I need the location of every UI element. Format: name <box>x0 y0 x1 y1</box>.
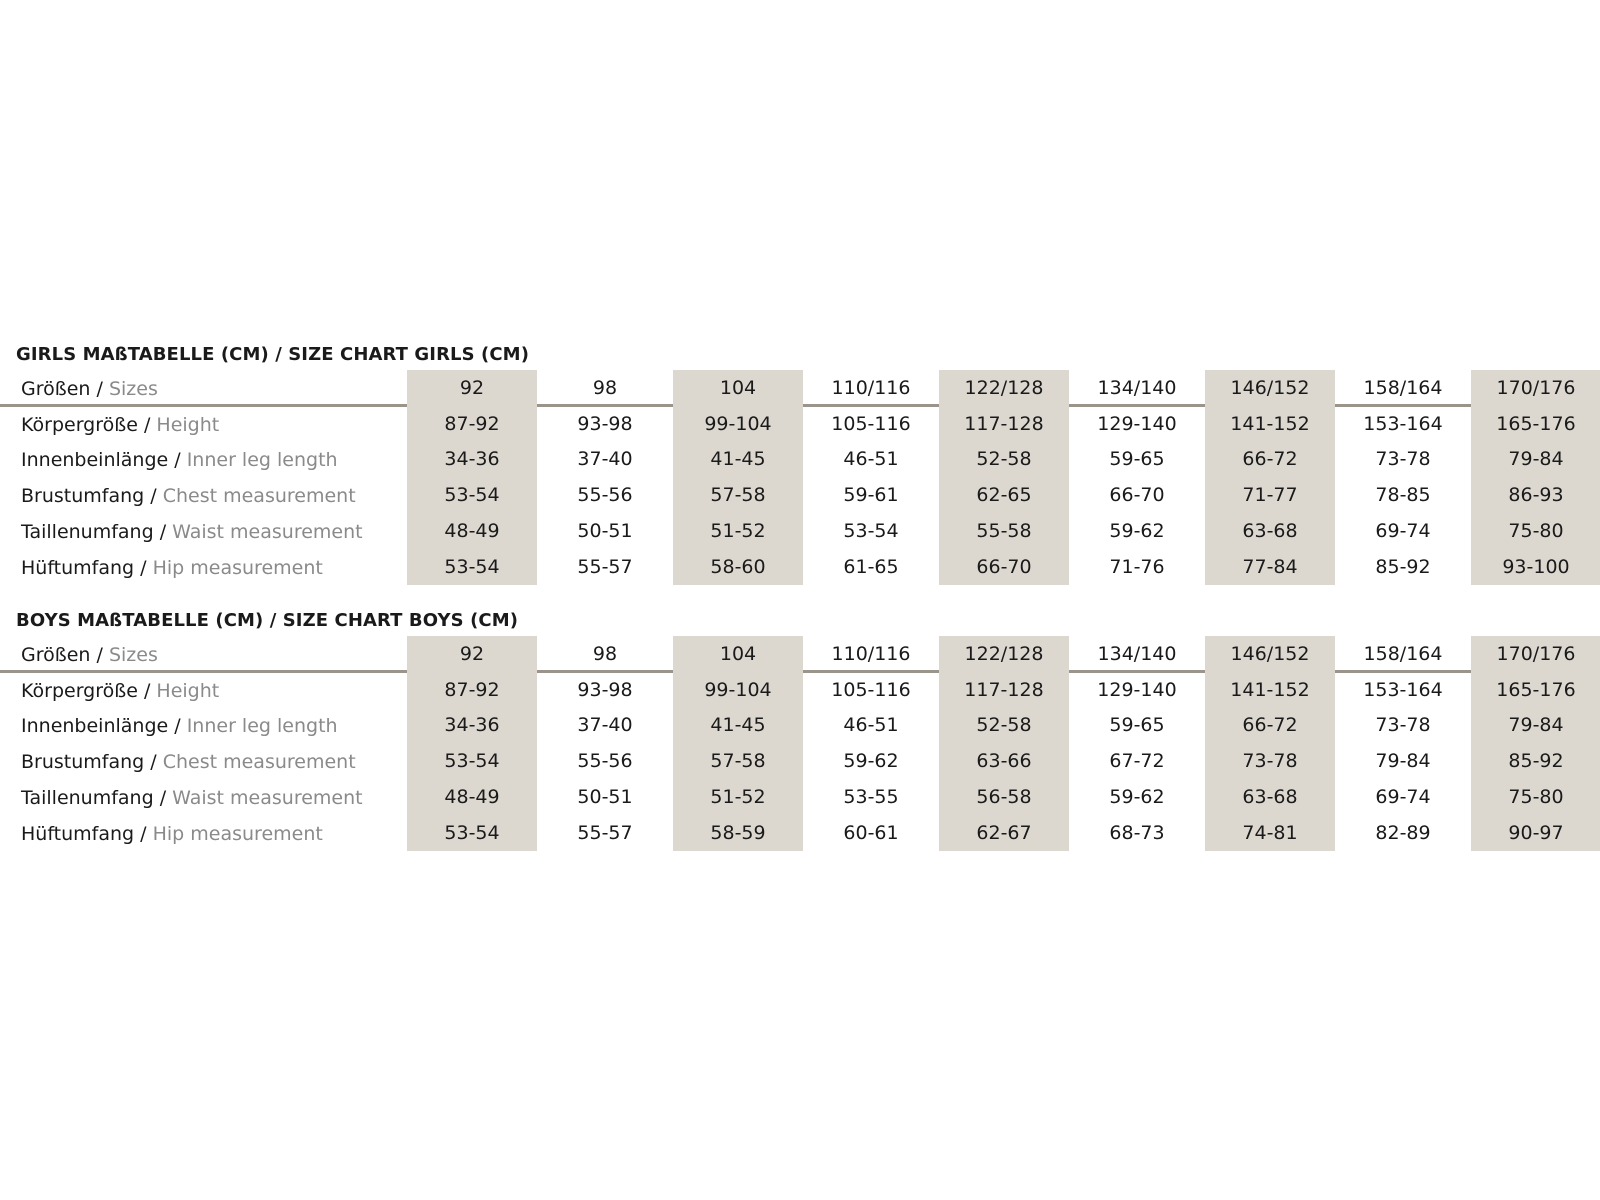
measurement-cell: 79-84 <box>1375 750 1431 772</box>
measurement-cell: 153-164 <box>1363 413 1443 435</box>
size-header-cell: 98 <box>592 643 618 665</box>
measurement-cell: 53-54 <box>407 477 537 513</box>
measurement-cell: 34-36 <box>407 441 537 477</box>
measurement-cell: 66-72 <box>1205 707 1335 743</box>
measurement-cell: 41-45 <box>673 707 803 743</box>
measurement-cell: 78-85 <box>1375 484 1431 506</box>
label-english: Hip measurement <box>152 557 323 579</box>
measurement-cell: 57-58 <box>673 477 803 513</box>
measurement-cell: 69-74 <box>1375 520 1431 542</box>
label-separator: / <box>90 644 109 666</box>
row-label <box>21 680 219 702</box>
measurement-cell: 105-116 <box>831 413 911 435</box>
measurement-cell: 73-78 <box>1375 448 1431 470</box>
measurement-cell: 51-52 <box>673 779 803 815</box>
row-label <box>21 557 323 579</box>
label-german: Innenbeinlänge <box>21 715 169 737</box>
measurement-cell: 46-51 <box>843 448 899 470</box>
label-separator: / <box>168 715 187 737</box>
measurement-cell: 93-98 <box>577 413 633 435</box>
label-english: Hip measurement <box>152 823 323 845</box>
boys-chart-title: BOYS MAßTABELLE (CM) / SIZE CHART BOYS (CM) <box>16 610 519 631</box>
measurement-cell: 50-51 <box>577 520 633 542</box>
measurement-cell: 53-54 <box>843 520 899 542</box>
table-row <box>0 672 1600 708</box>
table-row <box>0 513 1600 549</box>
measurement-cell: 59-62 <box>1109 520 1165 542</box>
label-english: Height <box>156 680 220 702</box>
measurement-cell: 129-140 <box>1097 679 1177 701</box>
label-english: Waist measurement <box>172 521 363 543</box>
label-english: Chest measurement <box>162 485 356 507</box>
measurement-cell: 41-45 <box>673 441 803 477</box>
label-german: Hüftumfang <box>21 823 135 845</box>
measurement-cell: 53-54 <box>407 549 537 585</box>
row-label <box>21 823 323 845</box>
measurement-cell: 117-128 <box>939 672 1069 708</box>
measurement-cell: 87-92 <box>407 672 537 708</box>
measurement-cell: 71-77 <box>1205 477 1335 513</box>
measurement-cell: 55-57 <box>577 822 633 844</box>
label-german: Taillenumfang <box>21 521 154 543</box>
measurement-cell: 55-58 <box>939 513 1069 549</box>
size-header-cell: 92 <box>407 370 537 406</box>
measurement-cell: 48-49 <box>407 779 537 815</box>
label-german: Größen <box>21 378 91 400</box>
measurement-cell: 59-61 <box>843 484 899 506</box>
measurement-cell: 71-76 <box>1109 556 1165 578</box>
size-header-cell: 146/152 <box>1205 636 1335 672</box>
measurement-cell: 117-128 <box>939 406 1069 442</box>
size-header-cell: 110/116 <box>831 377 911 399</box>
measurement-cell: 62-65 <box>939 477 1069 513</box>
measurement-cell: 59-62 <box>1109 786 1165 808</box>
measurement-cell: 79-84 <box>1471 707 1600 743</box>
measurement-cell: 53-54 <box>407 743 537 779</box>
label-english: Inner leg length <box>186 449 338 471</box>
table-row <box>0 743 1600 779</box>
measurement-cell: 55-56 <box>577 750 633 772</box>
measurement-cell: 90-97 <box>1471 815 1600 851</box>
measurement-cell: 165-176 <box>1471 672 1600 708</box>
measurement-cell: 77-84 <box>1205 549 1335 585</box>
table-row <box>0 441 1600 477</box>
size-header-cell: 104 <box>673 636 803 672</box>
size-header-cell: 98 <box>592 377 618 399</box>
label-english: Chest measurement <box>162 751 356 773</box>
measurement-cell: 69-74 <box>1375 786 1431 808</box>
measurement-cell: 129-140 <box>1097 413 1177 435</box>
label-german: Körpergröße <box>21 414 138 436</box>
measurement-cell: 86-93 <box>1471 477 1600 513</box>
measurement-cell: 37-40 <box>577 448 633 470</box>
label-english: Sizes <box>108 378 158 400</box>
measurement-cell: 93-98 <box>577 679 633 701</box>
header-row <box>0 636 1600 672</box>
measurement-cell: 87-92 <box>407 406 537 442</box>
label-german: Hüftumfang <box>21 557 135 579</box>
measurement-cell: 74-81 <box>1205 815 1335 851</box>
measurement-cell: 51-52 <box>673 513 803 549</box>
measurement-cell: 57-58 <box>673 743 803 779</box>
measurement-cell: 153-164 <box>1363 679 1443 701</box>
measurement-cell: 53-54 <box>407 815 537 851</box>
measurement-cell: 68-73 <box>1109 822 1165 844</box>
measurement-cell: 60-61 <box>843 822 899 844</box>
girls-chart-title: GIRLS MAßTABELLE (CM) / SIZE CHART GIRLS (CM) <box>16 344 530 365</box>
measurement-cell: 105-116 <box>831 679 911 701</box>
label-german: Größen <box>21 644 91 666</box>
measurement-cell: 58-60 <box>673 549 803 585</box>
label-english: Sizes <box>108 644 158 666</box>
measurement-cell: 61-65 <box>843 556 899 578</box>
table-row <box>0 406 1600 442</box>
measurement-cell: 67-72 <box>1109 750 1165 772</box>
measurement-cell: 85-92 <box>1375 556 1431 578</box>
label-separator: / <box>144 751 163 773</box>
measurement-cell: 52-58 <box>939 707 1069 743</box>
size-header-cell: 110/116 <box>831 643 911 665</box>
measurement-cell: 165-176 <box>1471 406 1600 442</box>
size-header-cell: 170/176 <box>1471 636 1600 672</box>
row-label <box>21 414 219 436</box>
measurement-cell: 99-104 <box>673 406 803 442</box>
label-german: Brustumfang <box>21 485 145 507</box>
label-english: Waist measurement <box>172 787 363 809</box>
measurement-cell: 59-65 <box>1109 714 1165 736</box>
table-row <box>0 549 1600 585</box>
size-header-cell: 104 <box>673 370 803 406</box>
measurement-cell: 55-56 <box>577 484 633 506</box>
size-header-cell: 134/140 <box>1097 377 1177 399</box>
measurement-cell: 52-58 <box>939 441 1069 477</box>
size-header-cell: 158/164 <box>1363 377 1443 399</box>
measurement-cell: 63-68 <box>1205 513 1335 549</box>
measurement-cell: 63-66 <box>939 743 1069 779</box>
label-separator: / <box>153 787 173 809</box>
measurement-cell: 75-80 <box>1471 779 1600 815</box>
size-header-cell: 170/176 <box>1471 370 1600 406</box>
header-row <box>0 370 1600 406</box>
measurement-cell: 34-36 <box>407 707 537 743</box>
measurement-cell: 66-70 <box>939 549 1069 585</box>
measurement-cell: 62-67 <box>939 815 1069 851</box>
measurement-cell: 82-89 <box>1375 822 1431 844</box>
row-label <box>21 521 363 543</box>
label-german: Körpergröße <box>21 680 138 702</box>
measurement-cell: 55-57 <box>577 556 633 578</box>
size-header-cell: 146/152 <box>1205 370 1335 406</box>
table-row <box>0 477 1600 513</box>
measurement-cell: 79-84 <box>1471 441 1600 477</box>
row-label <box>21 787 363 809</box>
label-german: Brustumfang <box>21 751 145 773</box>
measurement-cell: 56-58 <box>939 779 1069 815</box>
measurement-cell: 58-59 <box>673 815 803 851</box>
measurement-cell: 59-62 <box>843 750 899 772</box>
row-label <box>21 449 338 471</box>
table-row <box>0 815 1600 851</box>
measurement-cell: 141-152 <box>1205 406 1335 442</box>
measurement-cell: 46-51 <box>843 714 899 736</box>
row-label <box>21 378 158 400</box>
label-separator: / <box>168 449 187 471</box>
measurement-cell: 63-68 <box>1205 779 1335 815</box>
size-header-cell: 92 <box>407 636 537 672</box>
size-header-cell: 122/128 <box>939 636 1069 672</box>
label-separator: / <box>134 823 153 845</box>
size-header-cell: 158/164 <box>1363 643 1443 665</box>
label-separator: / <box>144 485 163 507</box>
label-separator: / <box>137 680 157 702</box>
measurement-cell: 50-51 <box>577 786 633 808</box>
label-english: Height <box>156 414 220 436</box>
measurement-cell: 73-78 <box>1375 714 1431 736</box>
row-label <box>21 485 356 507</box>
label-english: Inner leg length <box>186 715 338 737</box>
row-label <box>21 715 338 737</box>
measurement-cell: 48-49 <box>407 513 537 549</box>
measurement-cell: 99-104 <box>673 672 803 708</box>
measurement-cell: 66-72 <box>1205 441 1335 477</box>
measurement-cell: 59-65 <box>1109 448 1165 470</box>
measurement-cell: 53-55 <box>843 786 899 808</box>
row-label <box>21 751 356 773</box>
table-row <box>0 707 1600 743</box>
label-separator: / <box>137 414 157 436</box>
measurement-cell: 75-80 <box>1471 513 1600 549</box>
measurement-cell: 66-70 <box>1109 484 1165 506</box>
label-separator: / <box>153 521 173 543</box>
label-separator: / <box>90 378 109 400</box>
measurement-cell: 93-100 <box>1471 549 1600 585</box>
size-header-cell: 134/140 <box>1097 643 1177 665</box>
measurement-cell: 37-40 <box>577 714 633 736</box>
row-label <box>21 644 158 666</box>
measurement-cell: 85-92 <box>1471 743 1600 779</box>
table-row <box>0 779 1600 815</box>
measurement-cell: 141-152 <box>1205 672 1335 708</box>
size-header-cell: 122/128 <box>939 370 1069 406</box>
measurement-cell: 73-78 <box>1205 743 1335 779</box>
label-german: Innenbeinlänge <box>21 449 169 471</box>
label-german: Taillenumfang <box>21 787 154 809</box>
label-separator: / <box>134 557 153 579</box>
